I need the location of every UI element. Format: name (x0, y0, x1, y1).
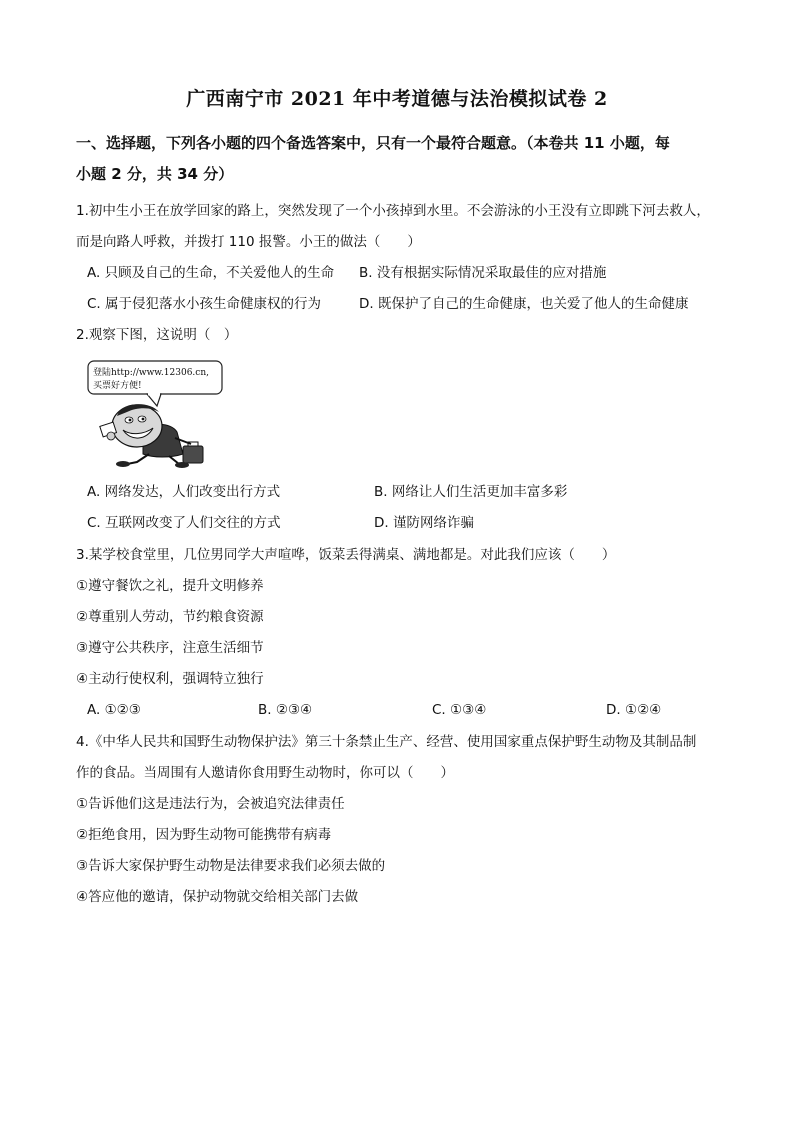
suitcase (183, 446, 203, 463)
q2-option-b: B. 网络让人们生活更加丰富多彩 (374, 484, 568, 500)
q1-option-d: D. 既保护了自己的生命健康，也关爱了他人的生命健康 (359, 296, 689, 312)
q4-item-4: ④答应他的邀请，保护动物就交给相关部门去做 (76, 889, 359, 905)
figure-head (112, 405, 162, 447)
q2-stem: 2.观察下图，这说明（ ） (76, 327, 238, 343)
speech-bubble-tail (147, 394, 161, 406)
q3-option-c: C. ①③④ (432, 702, 487, 718)
q4-item-1: ①告诉他们这是违法行为，会被追究法律责任 (76, 796, 345, 812)
q4-stem-line-2: 作的食品。当周围有人邀请你食用野生动物时，你可以（ ） (76, 765, 454, 781)
q3-item-3: ③遵守公共秩序，注意生活细节 (76, 640, 264, 656)
q4-stem-line-1: 4.《中华人民共和国野生动物保护法》第三十条禁止生产、经营、使用国家重点保护野生动物及其制品制 (76, 734, 697, 750)
bubble-text-line-1: 登陆http://www.12306.cn, (93, 368, 209, 378)
q2-option-c: C. 互联网改变了人们交往的方式 (87, 515, 281, 531)
q2-cartoon-image (87, 358, 223, 470)
q1-option-c: C. 属于侵犯落水小孩生命健康权的行为 (87, 296, 322, 312)
q4-item-2: ②拒绝食用，因为野生动物可能携带有病毒 (76, 827, 332, 843)
bubble-text-line-2: 买票好方便! (93, 381, 142, 391)
q3-item-4: ④主动行使权利，强调特立独行 (76, 671, 264, 687)
q3-option-b: B. ②③④ (258, 702, 313, 718)
q4-item-3: ③告诉大家保护野生动物是法律要求我们必须去做的 (76, 858, 386, 874)
q3-stem: 3.某学校食堂里，几位男同学大声喧哗，饭菜丢得满桌、满地都是。对此我们应该（ ） (76, 547, 616, 563)
section-heading-line-2: 小题 2 分，共 34 分） (76, 165, 234, 183)
q3-item-1: ①遵守餐饮之礼，提升文明修养 (76, 578, 264, 594)
section-heading-line-1: 一、选择题，下列各小题的四个备选答案中，只有一个最符合题意。（本卷共 11 小题，每 (76, 134, 670, 152)
q3-option-a: A. ①②③ (87, 702, 141, 718)
q3-option-d: D. ①②④ (606, 702, 662, 718)
exam-title: 广西南宁市 2021 年中考道德与法治模拟试卷 2 (186, 88, 608, 110)
q1-stem-line-1: 1.初中生小王在放学回家的路上，突然发现了一个小孩掉到水里。不会游泳的小王没有立即跳下河去救人， (76, 203, 710, 219)
q2-option-d: D. 谨防网络诈骗 (374, 515, 474, 531)
q1-stem-line-2: 而是向路人呼救，并拨打 110 报警。小王的做法（ ） (76, 234, 421, 250)
q1-option-b: B. 没有根据实际情况采取最佳的应对措施 (359, 265, 607, 281)
q1-option-a: A. 只顾及自己的生命，不关爱他人的生命 (87, 265, 335, 281)
q2-option-a: A. 网络发达，人们改变出行方式 (87, 484, 281, 500)
q3-item-2: ②尊重别人劳动，节约粮食资源 (76, 609, 264, 625)
section-heading (76, 128, 726, 190)
cartoon-illustration (87, 358, 223, 470)
